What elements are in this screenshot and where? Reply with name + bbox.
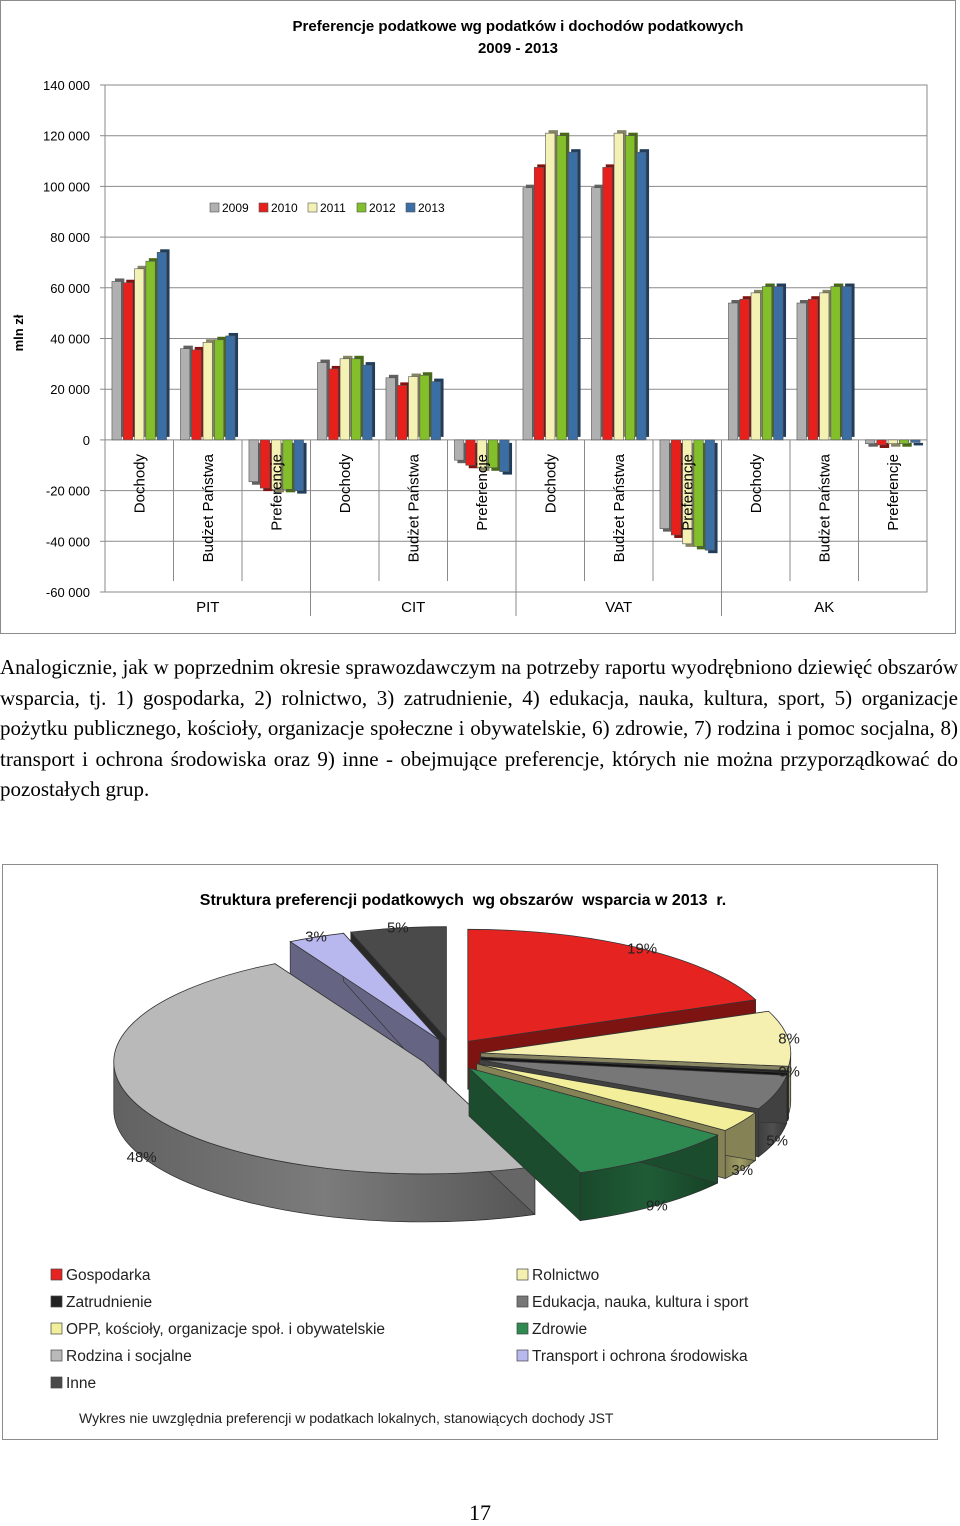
pie-legend xyxy=(51,1267,749,1392)
bar-2010 xyxy=(877,440,886,445)
y-axis-label: mln zł xyxy=(11,314,26,352)
bar-2009 xyxy=(523,188,532,440)
pie-slice-label: 48% xyxy=(126,1149,157,1167)
bar-2012 xyxy=(625,136,634,440)
bar-2013 xyxy=(157,252,166,440)
bar-2012 xyxy=(351,359,360,440)
bar-2012 xyxy=(831,287,840,440)
bar-2009 xyxy=(386,378,395,440)
category-label: Dochody xyxy=(131,454,149,514)
bar-2012 xyxy=(420,375,429,440)
pie-slice-label: 5% xyxy=(386,919,409,937)
bar-depth-2013 xyxy=(914,443,923,446)
pie-legend-label: Rodzina i socjalne xyxy=(66,1348,192,1365)
y-tick-label: 140 000 xyxy=(43,78,90,93)
bar-2013 xyxy=(431,382,440,440)
category-label: Budżet Państwa xyxy=(610,454,628,563)
y-tick-label: 20 000 xyxy=(50,382,90,398)
bar-2011 xyxy=(751,293,760,440)
y-tick-label: 40 000 xyxy=(50,331,90,347)
bar-2011 xyxy=(409,377,418,440)
category-label: Preferencje xyxy=(884,454,902,531)
pie-legend-label: Zdrowie xyxy=(532,1321,588,1338)
bar-2009 xyxy=(797,303,806,440)
bar-2013 xyxy=(363,365,372,440)
category-label: Budżet Państwa xyxy=(199,454,217,563)
bar-2010 xyxy=(397,385,406,440)
pie-slice-label: 0% xyxy=(778,1063,800,1081)
bar-2010 xyxy=(534,167,543,440)
bar-2011 xyxy=(340,359,349,440)
bar-2013 xyxy=(911,440,920,443)
bar-2009 xyxy=(249,440,258,482)
bar-2011 xyxy=(888,440,897,444)
pie-legend-swatch xyxy=(51,1323,62,1334)
pie-legend-label: Inne xyxy=(66,1375,97,1392)
category-label: Preferencje xyxy=(473,454,491,531)
bar-2009 xyxy=(317,363,326,440)
legend-swatch-2012 xyxy=(357,203,366,212)
bar-2012 xyxy=(214,340,223,440)
category-label: Budżet Państwa xyxy=(405,454,423,563)
bar-2012 xyxy=(557,136,566,440)
bar-2012 xyxy=(762,287,771,440)
legend-swatch-2011 xyxy=(308,203,317,212)
bar-2010 xyxy=(740,299,749,440)
bar-2012 xyxy=(899,440,908,444)
bar-chart xyxy=(1,1,955,633)
pie-chart-title: Struktura preferencji podatkowych wg obszarów wsparcia w 2013 r. xyxy=(199,892,727,909)
y-tick-label: -40 000 xyxy=(45,534,90,550)
pie-legend-swatch xyxy=(51,1350,62,1361)
body-paragraph: Analogicznie, jak w poprzednim okresie sprawozdawczym na potrzeby raportu wyodrębniono dziewięć obszarów wsparcia, tj. 1) gospodarka, 2) rolnictwo, 3) zatrudnienie, 4) edukacja, nauka, kultura, sport, 5) organizacje pożytku publicznego, kościoły, organizacje społeczne i obywatelskie, 6) zdrowie, 7) rodzina i pomoc socjalna, 8) transport i ochrona środowiska oraz 9) inne - obejmujące preferencje, których nie można przyporządkować do pozostałych grup. xyxy=(0,655,958,801)
bar-2013 xyxy=(705,440,714,550)
pie-slice-label: 3% xyxy=(731,1161,754,1179)
legend-label: 2011 xyxy=(320,201,346,215)
group-label: PIT xyxy=(196,599,220,616)
bar-2009 xyxy=(591,188,600,440)
pie-chart xyxy=(3,865,937,1439)
pie-legend-swatch xyxy=(517,1323,528,1334)
bar-2009 xyxy=(660,440,669,529)
group-label: AK xyxy=(814,599,835,616)
pie-legend-label: Rolnictwo xyxy=(532,1267,600,1284)
category-label: Preferencje xyxy=(679,454,697,531)
y-tick-label: 60 000 xyxy=(50,280,90,296)
pie-legend-swatch xyxy=(51,1377,62,1388)
category-label: Dochody xyxy=(542,454,560,514)
bar-2009 xyxy=(180,349,189,440)
legend-label: 2013 xyxy=(418,201,445,215)
bar-2009 xyxy=(112,281,121,439)
pie-legend-label: Edukacja, nauka, kultura i sport xyxy=(532,1294,749,1311)
bar-2013 xyxy=(568,152,577,440)
pie-slice-label: 3% xyxy=(305,928,327,946)
pie-legend-swatch xyxy=(517,1296,528,1307)
page-number: 17 xyxy=(469,1500,491,1525)
bar-2010 xyxy=(603,167,612,440)
bar-2013 xyxy=(226,336,235,440)
pie-chart-note: Wykres nie uwzględnia preferencji w podatkach lokalnych, stanowiących dochody JST xyxy=(79,1410,614,1426)
bar-2011 xyxy=(203,342,212,440)
category-label: Dochody xyxy=(747,454,765,514)
y-tick-label: -60 000 xyxy=(45,585,90,600)
group-label: VAT xyxy=(605,599,633,616)
legend-label: 2009 xyxy=(222,201,249,215)
bar-2009 xyxy=(728,303,737,440)
bar-2013 xyxy=(500,440,509,472)
pie-chart-frame xyxy=(2,864,938,1440)
bar-2011 xyxy=(614,133,623,440)
pie-area xyxy=(114,920,800,1222)
pie-legend-label: OPP, kościoły, organizacje społ. i obywatelskie xyxy=(66,1321,386,1338)
bar-2013 xyxy=(637,152,646,440)
y-tick-label: 120 000 xyxy=(43,128,90,144)
bar-2009 xyxy=(454,440,463,460)
pie-legend-label: Gospodarka xyxy=(66,1267,151,1284)
y-tick-label: 80 000 xyxy=(50,230,90,246)
bar-2010 xyxy=(192,350,201,440)
legend-label: 2012 xyxy=(369,201,396,215)
pie-slice-label: 5% xyxy=(766,1132,788,1150)
pie-slice-label: 8% xyxy=(778,1030,800,1048)
bar-2013 xyxy=(294,440,303,491)
bar-2011 xyxy=(135,269,144,440)
bar-2010 xyxy=(808,299,817,440)
bar-2010 xyxy=(329,369,338,440)
pie-slice-label: 19% xyxy=(627,940,658,958)
category-label: Dochody xyxy=(336,454,354,514)
bar-chart-frame xyxy=(0,0,956,634)
bar-2009 xyxy=(865,440,874,444)
legend-swatch-2009 xyxy=(210,203,219,212)
bar-chart-subtitle: 2009 - 2013 xyxy=(477,40,559,57)
pie-legend-label: Zatrudnienie xyxy=(66,1294,153,1311)
y-tick-label: 100 000 xyxy=(43,179,90,195)
pie-slice-label: 9% xyxy=(646,1197,668,1215)
category-label: Budżet Państwa xyxy=(816,454,834,563)
bar-2013 xyxy=(842,287,851,440)
category-label: Preferencje xyxy=(268,454,286,531)
legend-swatch-2010 xyxy=(259,203,268,212)
legend-swatch-2013 xyxy=(406,203,415,212)
bar-2013 xyxy=(774,287,783,440)
bar-chart-title: Preferencje podatkowe wg podatków i dochodów podatkowych xyxy=(292,18,744,35)
bar-plot-area xyxy=(43,78,927,616)
bar-2010 xyxy=(123,283,132,440)
y-tick-label: 0 xyxy=(82,432,90,448)
group-label: CIT xyxy=(401,599,426,616)
bar-2011 xyxy=(820,293,829,440)
y-tick-label: -20 000 xyxy=(45,483,90,499)
pie-legend-swatch xyxy=(517,1350,528,1361)
bar-2011 xyxy=(546,133,555,440)
pie-legend-label: Transport i ochrona środowiska xyxy=(532,1348,748,1365)
pie-legend-swatch xyxy=(51,1269,62,1280)
pie-legend-swatch xyxy=(51,1296,62,1307)
pie-legend-swatch xyxy=(517,1269,528,1280)
bar-2012 xyxy=(146,261,155,440)
legend-label: 2010 xyxy=(271,201,298,215)
